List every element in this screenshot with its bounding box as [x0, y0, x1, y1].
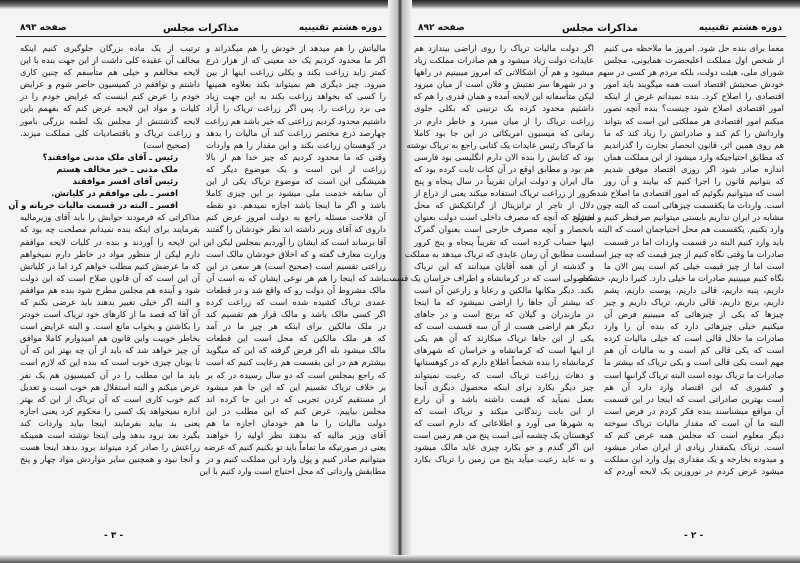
text-line: را بکاشتن و بخواب مانع است. و البته عرایض است [20, 321, 200, 332]
text-line: دیگر هم اراضی هست از آن سه قسمت است که [414, 321, 594, 332]
text-line: عمدی تریاک کشیده شده است که زراعت کرده [206, 296, 386, 307]
text-line: خودش صحبتش اقتصاد است همه میگویند باید امور [604, 79, 784, 90]
header-title: مذاکرات مجلس [561, 23, 639, 34]
text-line: بانحصار و آنچه مصرف خارجی است بعنوان گمرک [414, 224, 594, 235]
text-line: نگاه کنیم میبینیم صادرات ما خیلی دارد. کتیرا داریم، خشکبار [579, 272, 784, 283]
text-line: مالک میشود بله اگر فرض گرفته که این که میگوید [206, 345, 386, 356]
text-line: و البته اگر خیلی تغییر بدهند باید عرضی بکنم که [20, 296, 200, 307]
text-line: که بتوانیم قانون را اجرا کنیم که بیایند و آن روز [604, 176, 784, 187]
text-line: عرض میکنم و البته استقلال هم خوب است و تعدیل [20, 381, 200, 392]
text-line: ما کرماک رئیس عایدات یک کتابی راجع به تریاک نوشته [406, 139, 594, 150]
text-line: و در شهرها سر تفتیش و فلان است از میان میرود [414, 79, 594, 90]
text-line: لیکن متأسفانه این لایحه آمده و همان قدری را هم که [413, 91, 594, 102]
text-line: می برد زراعت را. پس اگر زراعت تریاک را آزاد [206, 103, 386, 114]
text-line: کمتر زاید زراعت بکند و یکلی زراعت اینها از بین [206, 67, 386, 78]
text-line: شورای ملی، هیئت دولت، بلکه مردم هر کسی در سهم [597, 67, 784, 78]
text-column-right [199, 42, 386, 477]
text-line: مطابقش وارداتی که محل احتیاج است وارد کنیم با این [199, 466, 386, 477]
text-line: که مطابق احتیاجیکه وارد میشود از این مملکت همان [603, 151, 784, 162]
text-line: امور اقتصادی اصلاح شود چیست؟ بنده آنچه تصور [604, 103, 784, 114]
text-line: هم بود و مطابق اوقع در آن کتاب ثابت کرده بود که [414, 163, 594, 174]
text-line: به شهرها می آورد و اطلاعاتی که دارم است که [414, 417, 594, 428]
text-line: است. تریاک یکمقدار زیادی از ایران صادر میشود [604, 442, 784, 453]
text-line: بکند. دیگر مکانها مالکین و رعایا و زارعین آن است [414, 284, 594, 295]
text-line: بعمل نمیآید که قیمت داشته باشد و آن زارع [414, 393, 594, 404]
text-line: ترتیب از یک ماده بزرگان جلوگیری کنیم اینکه [20, 43, 200, 53]
text-line: مذاکراتی که فرمودند جوابش را باید آقای وزیرمالیه [20, 212, 200, 223]
scan-bottom-edge [0, 555, 800, 563]
text-line: لایحه مخالفم و خیلی هم متأسفم که چنین کاری [20, 67, 200, 78]
text-line: مخالف آن عقیده کلی داشت از این جهت بنده با این [20, 55, 200, 66]
text-line: آن چیز خواهد شد که باید از آن چه بهتر این که آن [20, 345, 200, 356]
text-line: صادرات ما تریاک بوده است البته تریاک گرانبها است [604, 369, 784, 380]
text-line: در ملک مالکین برای اینکه هر چیز ما در آمد [206, 321, 386, 332]
text-line: که ما عرضش کنیم مطلب خواهم کرد اما در کلیاتش [20, 260, 200, 271]
text-line: لایحه گذشتنش از مجلس یک لطمه بزرگی بامور [20, 115, 200, 126]
text-line: میشود که آنچه که مصرف داخلی است دولت بعنوان [414, 212, 594, 223]
left-page [8, 22, 386, 547]
text-line: صادرات ما وقتی نگاه کنیم از چیز قیمت که چه چیز است [589, 248, 784, 259]
text-line: بگیرد بعد برود بدهد ولی اینجا نوشته است همینکه [20, 430, 200, 440]
text-line: در کوهستان زراعت بکند و این مقدار را هم واردات [206, 139, 386, 150]
text-line: که بیشتر آن جاها را اراضی نمیشود که ما اینجا [414, 296, 594, 307]
text-line: افسر ـ بلی موافقم در کلیاتش. [51, 188, 178, 199]
term-label: دوره هشتم تقنینیه [698, 23, 782, 33]
text-line: دولت مالیات را ما هم خودمان اجازه ما هم [206, 417, 386, 428]
text-line: است که یکی قالی کم است و به مالیات آن هم [604, 345, 784, 356]
text-line: کنم خوب کاری است که آن تریاک از این که بهتر [20, 393, 200, 404]
text-line: باشد و اگر ما اینجا باشد اجازه نمیدهم. دو نقطه [206, 200, 386, 211]
text-line: شود و آینده هم مجلس مطرح شود بنده هم موافقم [20, 284, 200, 295]
text-line: بخاطر خوبیت واین قانون هم امیدوارم کاملا موافق [20, 333, 200, 344]
text-line: دارم لیکن از منظور مواد در خاطر دارم نمیخواهم [20, 248, 200, 259]
text-line: وارد بکنیم. یکقسمت هم محل احتیاجمان است که البته [597, 224, 784, 235]
text-line: در مازندران و گیلان که برنج است و در جاهای [414, 309, 594, 320]
text-line: آقا برساند است که ایشان را آوردیم بمجلس لیکن این [203, 236, 386, 247]
text-line: وارداتش را کم کند و صادراتش را زیاد کند که ما [604, 127, 784, 138]
text-line: دلال از تاجر از ترانزیتال از گرانکیکش که محل [414, 200, 594, 211]
text-line: و دهات زراعت تریاک است که رعیت نمیتواند [414, 369, 594, 380]
text-line: اینها حساب کرده است که تقریباً پنجاه و پنج کرور [414, 236, 594, 247]
text-line: اندازه صادر شود اگر روزی اقتصاد موفق شدیم [604, 163, 784, 174]
text-line: رئیس آقای افسر موافقند [72, 176, 178, 187]
text-line: بر خلاف تریاک تقسیم این که این جا هم میشود [206, 381, 386, 392]
text-line: میکنم امور اقتصادی هر مملکتی این است که بتواند [604, 115, 784, 126]
text-line: معما برای بنده حل شود. امروز ما ملاحظه می کنیم [604, 43, 784, 53]
text-line: را کسی که بخواهد زراعت بکند به این جهت زیاد [206, 91, 386, 102]
text-line: کرمانشاه را بنده شخصاً اطلاع دارم که در کوهستانها [414, 357, 594, 368]
text-line: چیزها که یکی از چیزهائی که میبینیم فرض آن [604, 309, 784, 320]
text-line: البته ما آن است که مقدار مالیات تریاک سوخته [604, 417, 784, 428]
text-line: زمانی که میسیون امریکائی در این جا بود کاملا [414, 127, 594, 138]
text-line: کوهستان یک چشمه آبی است پنج من هم زمین است [413, 430, 594, 440]
text-line: اگر ما محدود کردیم یک حد معینی که از هزار ذرع [206, 55, 386, 66]
text-line: ملک مدنی ـ خیر مخالف هستم [56, 163, 178, 174]
text-line: چیز دیگر بکارد برای اینکه محصول دیگری آنجا [414, 381, 594, 392]
footer-page-number: - ۲ - [684, 531, 704, 541]
text-line: مالک مشروط آن دولت رو که واقع شد و در قطعات [206, 284, 386, 295]
text-line: است مطابق آن زمان عایدی که تریاک میدهد به مملکت [404, 248, 594, 259]
text-line: یکی از این جاها تریاک میکارند که آن هم یکی [414, 333, 594, 344]
text-line: میشود و هم آن اشکالاتی که امروز میبینیم در راهها [414, 67, 594, 78]
text-line: از مستقیم کردن تجربی که در این جا کرده اند [206, 393, 386, 404]
text-line: هم روی همین اثر، قانون انحصار تجارت را گذراندیم [604, 139, 784, 150]
text-line: محصولی است که در کرمانشاه و اطراف خراسان یک قسمت [383, 272, 594, 283]
text-line: زراعت تریاک را از میان میبرد و خاطر دارم در [414, 115, 594, 126]
text-line: که راجع بمجلس است که دو سال رسیده در که بر [206, 369, 386, 380]
running-header [414, 22, 786, 37]
header-title: مذاکرات مجلس [162, 23, 240, 34]
text-line: میتوانیم صادر کنیم و پول وارد این مملکت کنیم و در [206, 454, 386, 465]
text-line: این اگر گندم و جو بکارد چیزی عاید مالک میشود [414, 442, 594, 453]
text-line: از اینها است که کرمانشاه و خراسان که شهرهای [414, 345, 594, 356]
text-line: داشتم و توافقم در کمیسیون حاضر شوم و عرایض [20, 79, 200, 90]
text-line: وزارت معارف گفته و که اخلاق خودشان مالک است [206, 248, 386, 259]
text-line: و کشوری که این اقتصاد وارد دارد آن هم [604, 381, 784, 392]
text-line: است. واردات ما یکقسمت چیزهائی است که البته چون [596, 200, 784, 211]
text-line: داریم، برنج داریم، قالی داریم، تریاک داریم و چیز [604, 296, 784, 307]
running-header [16, 22, 386, 37]
text-line: افسر ـ البته در قسمت مالیات جریانه و آن [8, 200, 178, 211]
text-line: داشتیم محدود کردیم زراعتی که خیر باشد هم زراعت [204, 115, 386, 126]
text-line: مجلس بیاییم. عرض کنم که این مطلب در این [206, 405, 386, 416]
text-line: (صحیح است) [143, 139, 190, 150]
text-line: یعنی بد بیاید بفرمایند اینجا بیاید واردات کند [20, 417, 200, 428]
text-line: و میدوده بخارجه و یک مقداری پول وارد این مملکت [604, 454, 784, 465]
text-line: عایدات دولت زیاد میشود و هم صادرات مملکت زیاد [414, 55, 594, 66]
text-line: بفرمایند برای اینکه بنده نمیدانم مصلحت چه بود که [20, 224, 200, 235]
text-line: و آنجا نبود و همچنین سایر مواردش مواد چهار و پنج [20, 454, 200, 465]
text-line: زراعتش را صادر کرد میتواند برود بدهد اینجا هست [20, 442, 200, 453]
text-line: اگر کسی مالک باشد و مالک قرار هم تقسیم کند [206, 309, 386, 320]
text-line: است اما از چیز قیمت خیلی کم است پس الان ما [604, 260, 784, 271]
text-line: آن فلاحت مسئله راجع به دولت امروز عرض کنم [206, 212, 386, 223]
text-line: کلیات و مواد این لایحه عرض کنم که بفهمم باین [20, 103, 200, 114]
text-line: همیشگی این است که موضوع تریاک یکی از این [206, 176, 386, 187]
text-line: مشابه در ایران نداریم بایستی میتوانیم صرفنظر کنیم و اختراع [572, 212, 784, 223]
text-line: میشود عرض کردم در نوروزین یک لایحه آوردم که [604, 466, 784, 477]
text-line: از شخص اول مملکت اعلیحضرت همایونی، مجلس [604, 55, 784, 66]
text-line: این لایحه را آوردند و بنده در کلیات لایحه موافقم [20, 236, 200, 247]
text-line: است که میتوانیم بگوئیم که امور اقتصادی ما اصلاح شده [592, 188, 784, 199]
text-line: کرور از زراعت تریاک استفاده میکند یعنی از ذراع از [414, 188, 594, 199]
text-line: چهارصد ذرع مختصر زراعت کند آن مالیات را بدهد [206, 127, 386, 138]
text-line: آن این است که آن قانون صلاح است که این دولت [20, 272, 200, 283]
text-line: از این بابت زندگانی میکند و تریاک است که [414, 405, 594, 416]
text-column-left [8, 42, 200, 465]
text-line: یعنی در صورتیکه ما تماماً باید تو بکنیم کنیم که عرضه [204, 442, 386, 453]
text-line: آن مواقع میشناسند بنده فکر کردم در فرض است [604, 405, 784, 416]
text-line: باید ما این مطلب را در آن کمیسیون هم یک نفر [20, 369, 200, 380]
text-line: باشد که اینجا را هم هر نوعی ایشان که به است آن [206, 272, 386, 283]
text-column-left [383, 42, 594, 465]
text-line: که هر ملک مالکین که محل است این قطعات [206, 333, 386, 344]
text-line: و زراعت تریاک و باقتصادیات کلی مملکت میزند. [20, 127, 200, 138]
text-line: آقای وزیر مالیه که بدهند نظر اولیه را خواهند [206, 430, 386, 440]
text-line: است بهترین صادراتی است که اینجا در این قسمت [604, 393, 784, 404]
footer-page-number: - ۳ - [104, 531, 124, 541]
page-number: صفحه ۸۹۲ [418, 23, 465, 33]
text-line: و نه عاید رعیت میآید پنج من زمین را تریاک بکارد [414, 454, 594, 465]
text-line: صادرات ما حلال قالی است که خیلی مالیات کرده [604, 333, 784, 344]
text-line: بیشترم هم در این بقسمت هم رعایت کنیم که است [206, 357, 386, 368]
text-line: داروی که آقای وزیر داشته اند نظر خودشان را گفتند [206, 224, 386, 235]
text-line: وقتی که ما محدود کردیم که چیز خدا هم از بالا [206, 151, 386, 162]
term-label: دوره هشتم تقنینیه [298, 23, 382, 33]
text-line: اقتصادی را اصلاح کرد. بنده نمیدانم غرض از اینکه [604, 91, 784, 102]
text-line: مهم است یکی قالی است و یکی تریاک که بیشتر ما [604, 357, 784, 368]
text-line: آن آقا که قصد ما از کارهای خود تریاک است خودتر [20, 309, 200, 320]
text-line: دیگر معلوم است که مجلس همه عرض کنم که [604, 430, 784, 440]
text-line: میرود. چیز دیگری هم نمیتواند بکند بعلاوه همینها [206, 79, 386, 90]
text-line: بود که کتابش را بنده الان دارم انگلیسی بود فارسی [414, 151, 594, 162]
text-line: داریم، پنبه داریم، قالی داریم، پوست داریم، پشم [604, 284, 784, 295]
text-line: مال ایران و دولت ایران تقریباً در سال پنجاه و پنج [414, 176, 594, 187]
right-page [383, 22, 786, 547]
text-line: رئیس ـ آقای ملک مدنی موافقند؟ [42, 151, 178, 162]
text-column-right [572, 42, 784, 477]
text-line: آن سابقه خدمت ملی میشود بر این چیزی کاملا [206, 188, 386, 199]
text-line: اداره نمیخواهد یک کسی را محکوم کرد یعنی اجازه [20, 405, 200, 416]
text-line: زراعت از این است و یک موضوع دیگر که [206, 163, 386, 174]
text-line: زراعتی تقسیم است (صحیح است) هر سعی در این [206, 260, 386, 271]
page-number: صفحه ۸۹۳ [20, 23, 67, 33]
text-line: مالیاتش را هم میدهد از خودش را هم میگذراند و [206, 43, 386, 53]
text-line: تا یونان چیزی خوب است که بنده این که لازم است [20, 357, 200, 368]
text-line: میکنیم خیلی چیزهائی دارد که بنده آن را وارد [604, 321, 784, 332]
text-line: داشتیم محدود کرده یک ترتیبی که بکلی جلوی [414, 103, 594, 114]
text-line: اگر دولت مالیات تریاک را روی اراضی بیندازد هم [414, 43, 594, 53]
text-line: و گذشته از آن همه آقایان میدانند که این تریاک [414, 260, 594, 271]
text-line: خودم را عرض کنم اینست که عرایض خودم را در [20, 91, 200, 102]
text-line: باید وارد کنیم البته در قسمت واردات اما در قسمت [604, 236, 784, 247]
